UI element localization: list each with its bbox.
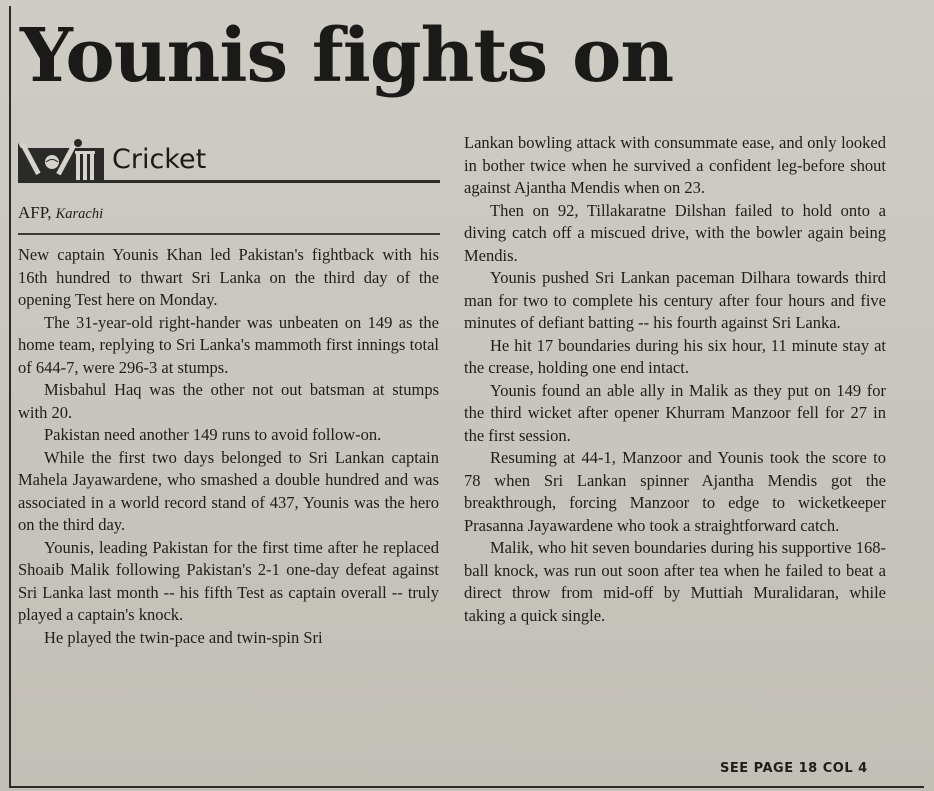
paragraph: Lankan bowling attack with consummate ease, and only looked in bother twice when he survived a confident leg-before shout against Ajantha Mendis when on 23.: [464, 133, 886, 197]
article-column-right: [464, 132, 886, 627]
paragraph: Resuming at 44-1, Manzoor and Younis took the score to 78 when Sri Lankan spinner Ajantha Mendis got the breakthrough, forcing Manzoor to edge to wicketkeeper Prasanna Jayawardene who took a straightforward catch.: [464, 448, 886, 535]
article-column-left: [18, 244, 439, 649]
paragraph: Younis pushed Sri Lankan paceman Dilhara towards third man for two to complete his century after four hours and five minutes of defiant batting -- his fourth against Sri Lanka.: [464, 268, 886, 332]
left-column-rule: [9, 6, 11, 788]
section-kicker: [18, 138, 440, 182]
paragraph: Then on 92, Tillakaratne Dilshan failed to hold onto a diving catch off a miscued drive, with the bowler again being Mendis.: [464, 200, 886, 265]
byline-rule: [18, 233, 440, 235]
byline-city: Karachi: [55, 206, 104, 222]
paragraph: The 31-year-old right-hander was unbeaten on 149 as the home team, replying to Sri Lanka's mammoth first innings total of 644-7, were 296-3 at stumps.: [18, 312, 439, 377]
paragraph: He played the twin-pace and twin-spin Sri: [44, 627, 323, 647]
paragraph: Misbahul Haq was the other not out batsman at stumps with 20.: [18, 380, 439, 422]
section-rule: [18, 180, 440, 183]
byline: [18, 203, 103, 223]
bottom-rule: [9, 786, 924, 788]
paragraph: He hit 17 boundaries during his six hour, 11 minute stay at the crease, holding one end intact.: [464, 335, 886, 377]
cricket-bat-ball-icon: [18, 138, 104, 182]
paragraph: Younis, leading Pakistan for the first time after he replaced Shoaib Malik following Pakistan's 2-1 one-day defeat against Sri Lanka last month -- his fifth Test as captain overall -- truly played a captain's knock.: [18, 537, 439, 624]
paragraph: New captain Younis Khan led Pakistan's fightback with his 16th hundred to thwart Sri Lanka on the third day of the opening Test here on Monday.: [18, 245, 439, 309]
paragraph: Younis found an able ally in Malik as they put on 149 for the third wicket after opener Khurram Manzoor fell for 27 in the first session.: [464, 380, 886, 445]
paragraph: While the first two days belonged to Sri Lankan captain Mahela Jayawardene, who smashed a double hundred and was associated in a world record stand of 437, Younis was the hero on the third day.: [18, 447, 439, 534]
headline: Younis fights on: [20, 13, 674, 99]
paragraph: Pakistan need another 149 runs to avoid follow-on.: [44, 425, 382, 444]
byline-agency: AFP,: [18, 203, 52, 222]
continuation-jump-line: SEE PAGE 18 COL 4: [720, 761, 868, 776]
paragraph: Malik, who hit seven boundaries during his supportive 168-ball knock, was run out soon after tea when he failed to beat a direct throw from mid-off by Muttiah Muralidaran, while taking a quick single.: [464, 538, 886, 625]
section-label: Cricket: [112, 144, 207, 175]
